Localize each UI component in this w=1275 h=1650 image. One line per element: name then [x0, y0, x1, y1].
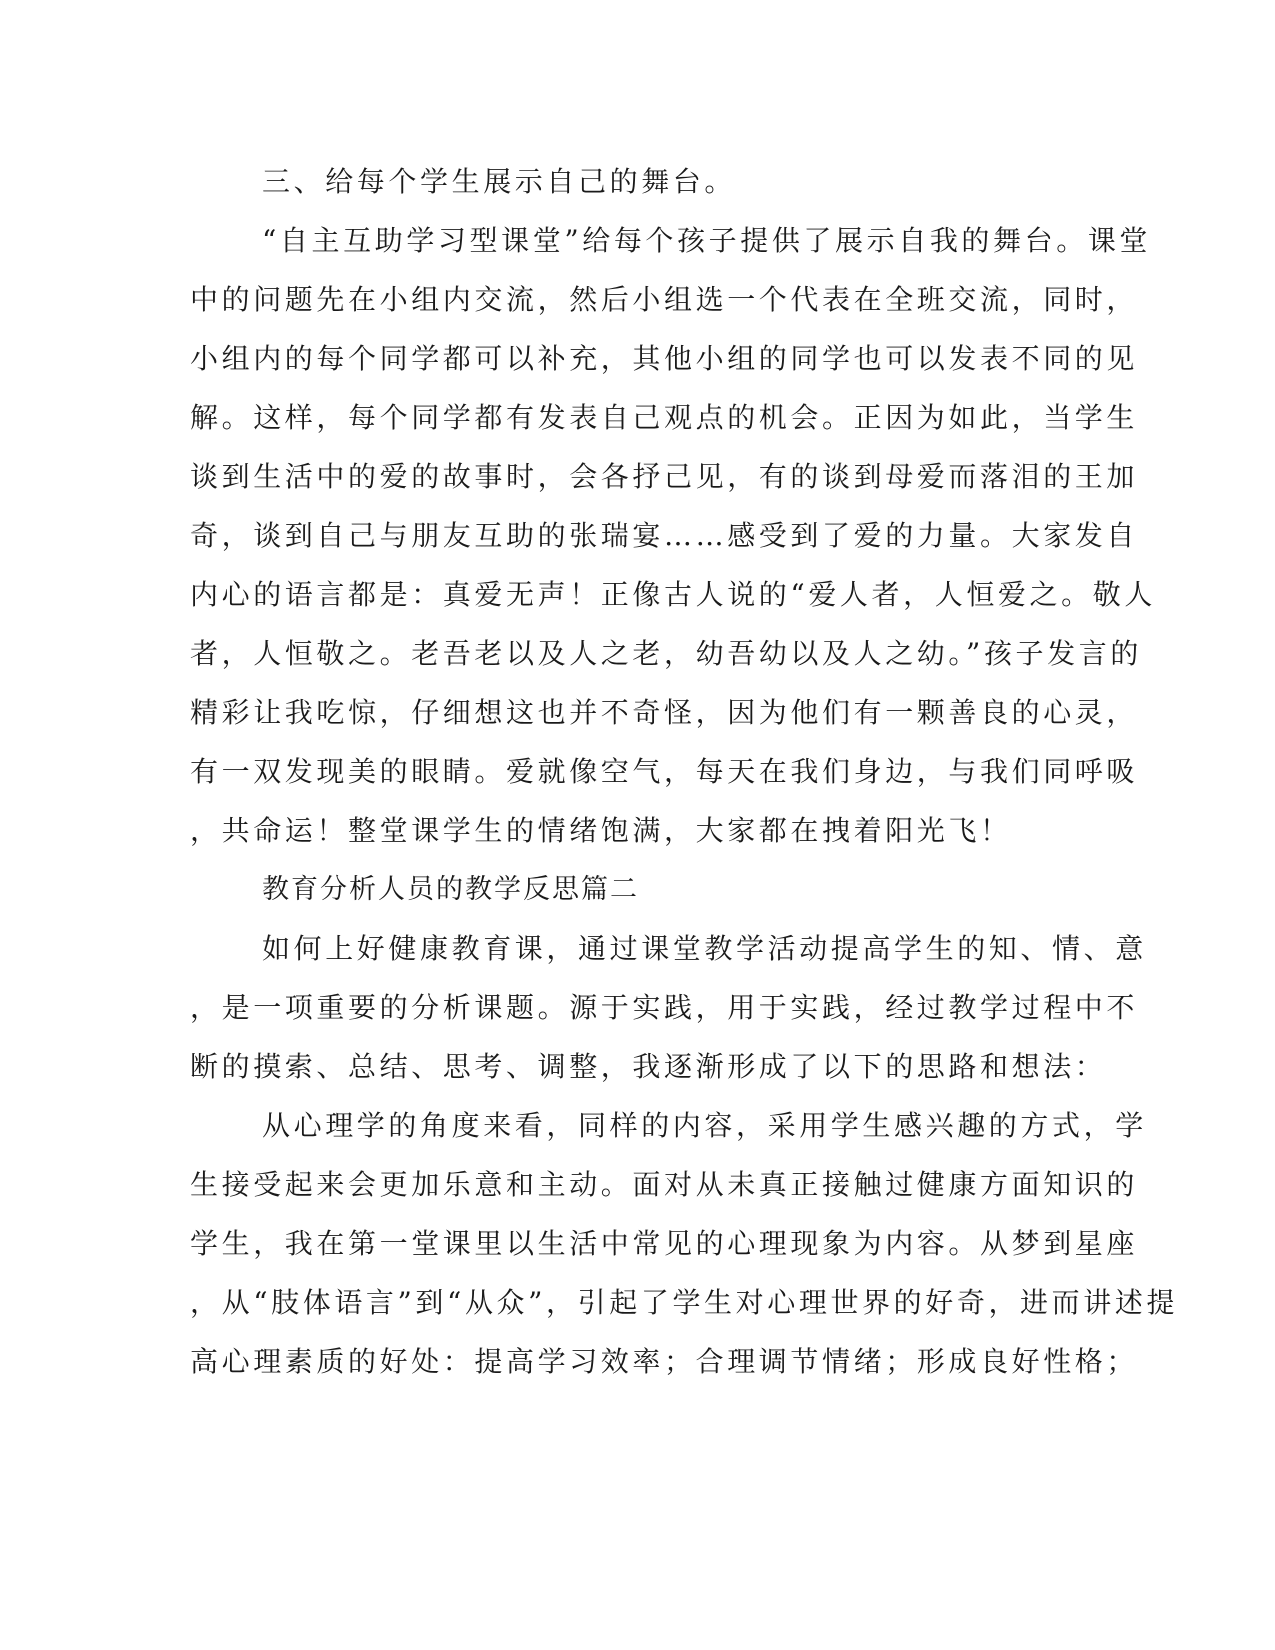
paragraph-line: 奇，谈到自己与朋友互助的张瑞宴……感受到了爱的力量。大家发自	[190, 519, 1139, 552]
paragraph-line: 中的问题先在小组内交流，然后小组选一个代表在全班交流，同时，	[190, 283, 1139, 316]
paragraph-line: 如何上好健康教育课，通过课堂教学活动提高学生的知、情、意	[262, 932, 1147, 965]
paragraph-line: ，是一项重要的分析课题。源于实践，用于实践，经过教学过程中不	[190, 991, 1139, 1024]
article-subtitle: 教育分析人员的教学反思篇二	[262, 874, 639, 905]
paragraph-line: 有一双发现美的眼睛。爱就像空气，每天在我们身边，与我们同呼吸	[190, 755, 1139, 788]
paragraph-line: 断的摸索、总结、思考、调整，我逐渐形成了以下的思路和想法：	[190, 1050, 1107, 1083]
paragraph-line: 小组内的每个同学都可以补充，其他小组的同学也可以发表不同的见	[190, 342, 1139, 375]
paragraph-line: 内心的语言都是：真爱无声！正像古人说的“爱人者，人恒爱之。敬人	[190, 578, 1156, 611]
paragraph-line: ，共命运！整堂课学生的情绪饱满，大家都在拽着阳光飞！	[190, 814, 1012, 847]
paragraph-line: ，从“肢体语言”到“从众”，引起了学生对心理世界的好奇，进而讲述提	[190, 1286, 1179, 1319]
section-heading-3: 三、给每个学生展示自己的舞台。	[262, 165, 737, 198]
paragraph-line: 高心理素质的好处：提高学习效率；合理调节情绪；形成良好性格；	[190, 1345, 1139, 1378]
paragraph-line: 者，人恒敬之。老吾老以及人之老，幼吾幼以及人之幼。”孩子发言的	[190, 637, 1142, 670]
paragraph-line: 谈到生活中的爱的故事时，会各抒己见，有的谈到母爱而落泪的王加	[190, 460, 1139, 493]
paragraph-line: “自主互助学习型课堂”给每个孩子提供了展示自我的舞台。课堂	[262, 224, 1152, 257]
paragraph-line: 解。这样，每个同学都有发表自己观点的机会。正因为如此，当学生	[190, 401, 1139, 434]
paragraph-line: 从心理学的角度来看，同样的内容，采用学生感兴趣的方式，学	[262, 1109, 1147, 1142]
paragraph-line: 精彩让我吃惊，仔细想这也并不奇怪，因为他们有一颗善良的心灵，	[190, 696, 1139, 729]
paragraph-line: 生接受起来会更加乐意和主动。面对从未真正接触过健康方面知识的	[190, 1168, 1139, 1201]
paragraph-line: 学生，我在第一堂课里以生活中常见的心理现象为内容。从梦到星座	[190, 1227, 1139, 1260]
